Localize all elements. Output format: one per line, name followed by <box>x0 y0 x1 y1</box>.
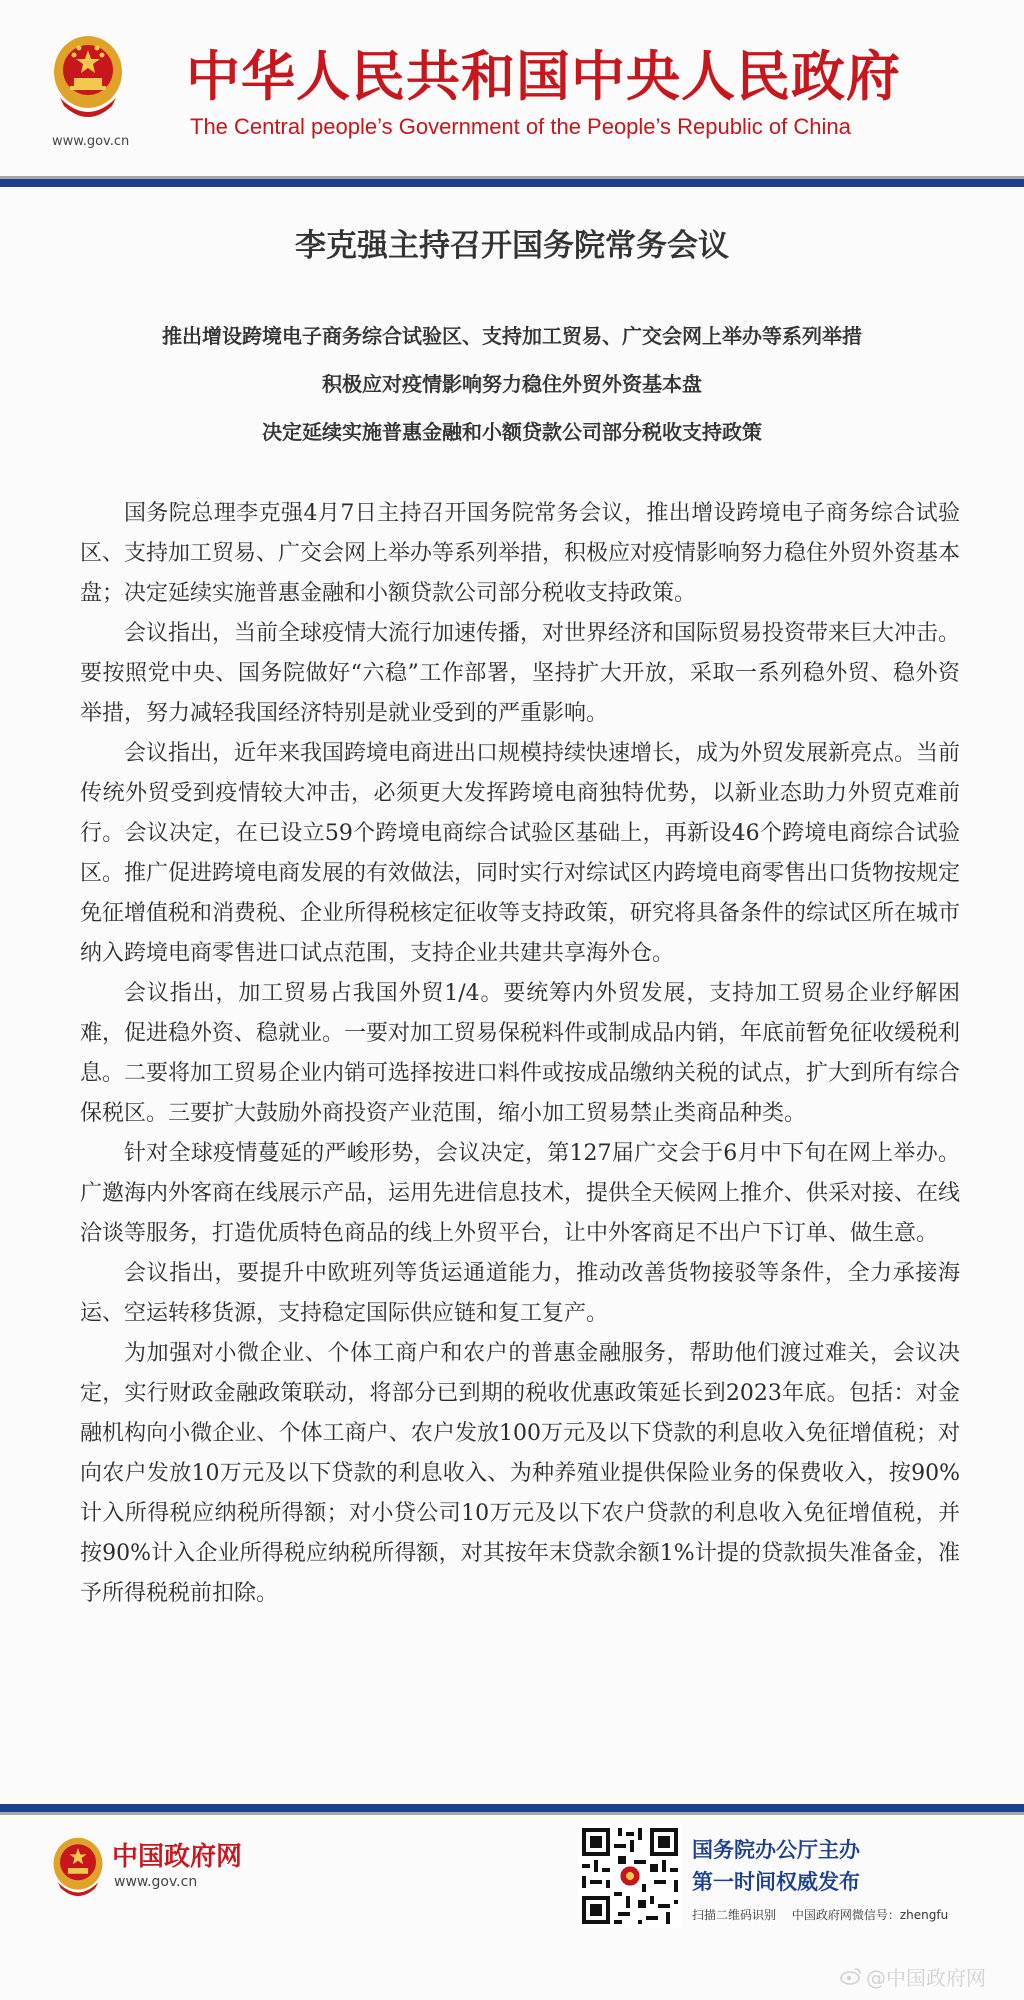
footer-note-scan: 扫描二维码识别 <box>692 1908 777 1922</box>
footer-slogan-line2: 第一时间权威发布 <box>692 1870 860 1894</box>
article-paragraph: 针对全球疫情蔓延的严峻形势，会议决定，第127届广交会于6月中下旬在网上举办。广邀海内外客商在线展示产品，运用先进信息技术，提供全天候网上推介、供采对接、在线洽谈等服务，打造优质特色商品的线上外贸平台，让中外客商足不出户下订单、做生意。 <box>80 1141 961 1246</box>
page-header <box>0 0 1024 180</box>
header-divider-blue <box>0 179 1024 187</box>
site-title-chinese: 中华人民共和国中央人民政府 <box>186 45 901 108</box>
footer-divider-gray <box>0 1812 1024 1815</box>
article-subtitle: 推出增设跨境电子商务综合试验区、支持加工贸易、广交会网上举办等系列举措 <box>162 324 862 348</box>
article-paragraph: 会议指出，加工贸易占我国外贸1/4。要统筹内外贸发展，支持加工贸易企业纾解困难，促进稳外资、稳就业。一要对加工贸易保税料件或制成品内销，年底前暂免征收缓税利息。二要将加工贸易企业内销可选择按进口料件或按成品缴纳关税的试点，扩大到所有综合保税区。三要扩大鼓励外商投资产业范围，缩小加工贸易禁止类商品种类。 <box>80 981 961 1126</box>
footer-brand[interactable]: 中国政府网 <box>112 1842 243 1872</box>
article-paragraph: 为加强对小微企业、个体工商户和农户的普惠金融服务，帮助他们渡过难关，会议决定，实行财政金融政策联动，将部分已到期的税收优惠政策延长到2023年底。包括：对金融机构向小微企业、个体工商户、农户发放100万元及以下贷款的利息收入免征增值税；对向农户发放10万元及以下贷款的利息收入、为种养殖业提供保险业务的保费收入，按90%计入所得税应纳税所得额；对小贷公司10万元及以下农户贷款的利息收入免征增值税，并按90%计入企业所得税应纳税所得额，对其按年末贷款余额1%计提的贷款损失准备金，准予所得税税前扣除。 <box>80 1341 960 1606</box>
footer-slogan-line1: 国务院办公厅主办 <box>692 1838 860 1862</box>
footer-emblem-icon <box>52 1832 104 1904</box>
article-headline: 李克强主持召开国务院常务会议 <box>295 228 729 264</box>
article-paragraph: 会议指出，当前全球疫情大流行加速传播，对世界经济和国际贸易投资带来巨大冲击。要按照党中央、国务院做好“六稳”工作部署，坚持扩大开放，采取一系列稳外贸、稳外资举措，努力减轻我国经济特别是就业受到的严重影响。 <box>80 621 961 726</box>
footer-note <box>692 1906 948 1923</box>
article-paragraph: 会议指出，近年来我国跨境电商进出口规模持续快速增长，成为外贸发展新亮点。当前传统外贸受到疫情较大冲击，必须更大发挥跨境电商独特优势，以新业态助力外贸克难前行。会议决定，在已设立59个跨境电商综合试验区基础上，再新设46个跨境电商综合试验区。推广促进跨境电商发展的有效做法，同时实行对综试区内跨境电商零售出口货物按规定免征增值税和消费税、企业所得税核定征收等支持政策，研究将具备条件的综试区所在城市纳入跨境电商零售进口试点范围，支持企业共建共享海外仓。 <box>80 741 961 966</box>
qr-code-icon[interactable] <box>578 1824 682 1928</box>
article-subtitle: 决定延续实施普惠金融和小额贷款公司部分税收支持政策 <box>262 420 762 444</box>
footer-note-wechat: 中国政府网微信号：zhengfu <box>791 1908 949 1922</box>
article-subtitles <box>0 312 1024 456</box>
weibo-watermark <box>840 1962 986 1991</box>
site-title-english: The Central people’s Government of the People’s Republic of China <box>190 114 851 139</box>
article-body <box>80 494 960 1614</box>
watermark-text: @中国政府网 <box>866 1966 986 1990</box>
site-url[interactable]: www.gov.cn <box>52 134 130 149</box>
footer-url[interactable]: www.gov.cn <box>114 1874 198 1890</box>
article-paragraph: 会议指出，要提升中欧班列等货运通道能力，推动改善货物接驳等条件，全力承接海运、空运转移货源，支持稳定国际供应链和复工复产。 <box>80 1261 960 1326</box>
article-subtitle: 积极应对疫情影响努力稳住外贸外资基本盘 <box>322 372 702 396</box>
article-paragraph: 国务院总理李克强4月7日主持召开国务院常务会议，推出增设跨境电子商务综合试验区、支持加工贸易、广交会网上举办等系列举措，积极应对疫情影响努力稳住外贸外资基本盘；决定延续实施普惠金融和小额贷款公司部分税收支持政策。 <box>80 501 961 606</box>
national-emblem-icon <box>52 28 124 128</box>
weibo-icon <box>840 1966 862 1990</box>
footer-divider-blue <box>0 1804 1024 1812</box>
